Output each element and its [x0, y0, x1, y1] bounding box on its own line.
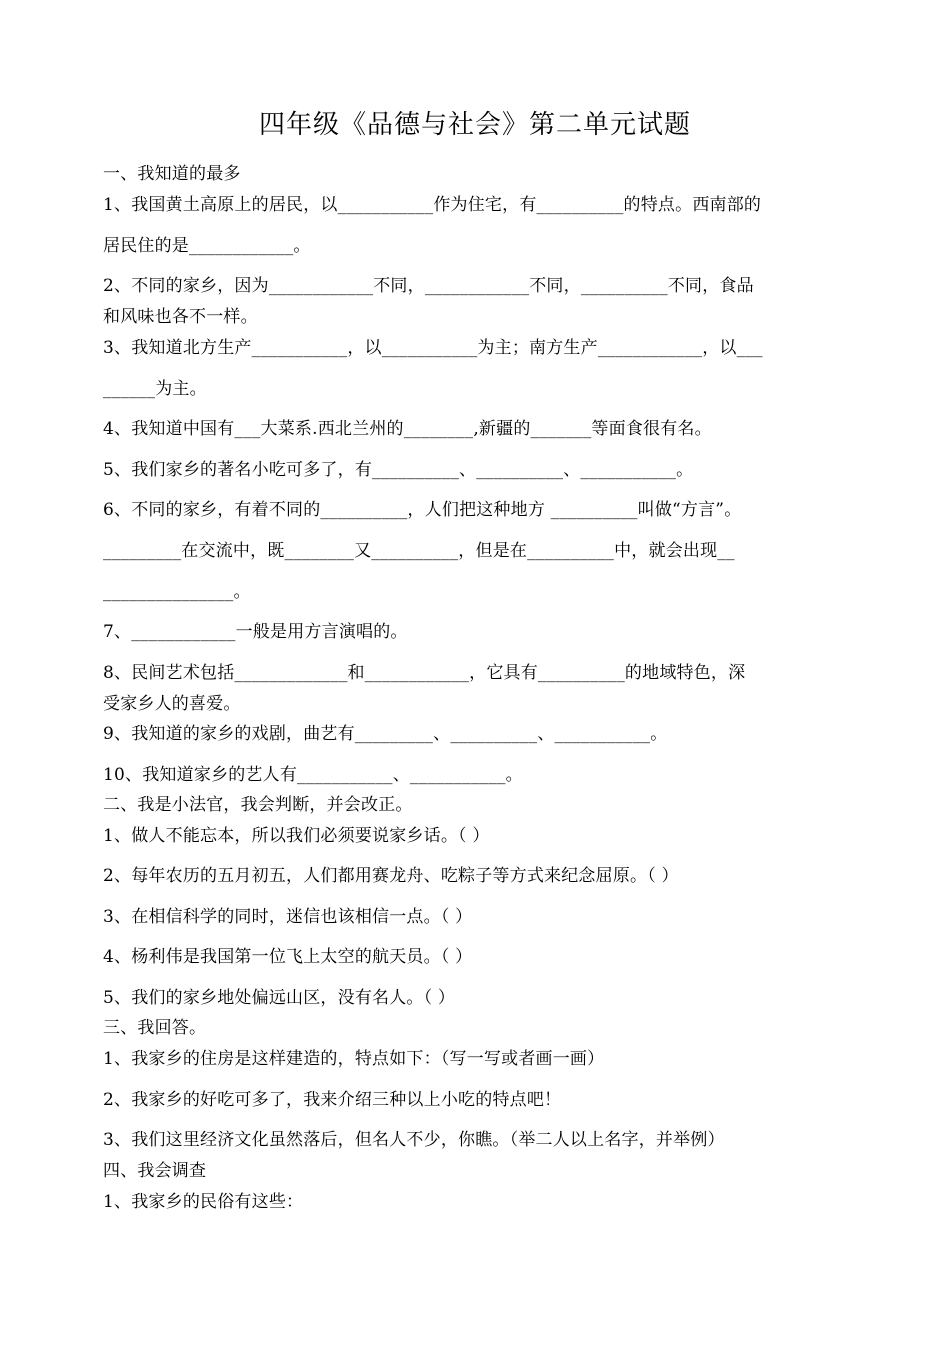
page-title: 四年级《品德与社会》第二单元试题 — [258, 110, 691, 140]
section-heading-2: 二、我是小法官，我会判断，并会改正。 — [103, 795, 413, 815]
question-line: 和风味也各不一样。 — [103, 307, 258, 327]
question-line: 受家乡人的喜爱。 — [103, 694, 241, 714]
section-heading-3: 三、我回答。 — [103, 1018, 207, 1038]
question-line: _______________。 — [103, 582, 251, 602]
question-line: 1、做人不能忘本，所以我们必须要说家乡话。（ ） — [103, 826, 490, 846]
question-line: 1、我家乡的民俗有这些： — [103, 1192, 304, 1212]
question-line: 2、不同的家乡，因为____________不同，____________不同，__________不同，食品 — [103, 276, 754, 296]
question-line: 6、不同的家乡，有着不同的__________，人们把这种地方 __________叫做“方言”。 — [103, 500, 742, 520]
question-line: 2、每年农历的五月初五，人们都用赛龙舟、吃粽子等方式来纪念屈原。（ ） — [103, 866, 679, 886]
question-line: 4、杨利伟是我国第一位飞上太空的航天员。（ ） — [103, 947, 473, 967]
question-line: 居民住的是____________。 — [103, 236, 311, 256]
question-line: 3、我知道北方生产___________，以___________为主；南方生产____________，以___ — [103, 338, 763, 358]
question-line: 3、我们这里经济文化虽然落后，但名人不少，你瞧。（举二人以上名字，并举例） — [103, 1130, 725, 1150]
section-heading-4: 四、我会调查 — [103, 1161, 207, 1181]
question-line: 1、我国黄土高原上的居民，以___________作为住宅，有__________的特点。西南部的 — [103, 195, 762, 215]
question-line: _________在交流中，既________又__________，但是在__________中，就会出现__ — [103, 541, 735, 561]
question-line: 9、我知道的家乡的戏剧，曲艺有_________、__________、___________。 — [103, 724, 668, 744]
question-line: 2、我家乡的好吃可多了，我来介绍三种以上小吃的特点吧！ — [103, 1090, 562, 1110]
question-line: 5、我们家乡的著名小吃可多了，有__________、__________、___________。 — [103, 460, 694, 480]
question-line: ______为主。 — [103, 379, 207, 399]
question-line: 7、____________一般是用方言演唱的。 — [103, 622, 408, 642]
question-line: 1、我家乡的住房是这样建造的，特点如下：（写一写或者画一画） — [103, 1049, 605, 1069]
section-heading-1: 一、我知道的最多 — [103, 164, 241, 184]
question-line: 5、我们的家乡地处偏远山区，没有名人。（ ） — [103, 988, 456, 1008]
question-line: 3、在相信科学的同时，迷信也该相信一点。（ ） — [103, 907, 473, 927]
question-line: 4、我知道中国有___大菜系.西北兰州的________,新疆的_______等面食很有名。 — [103, 419, 712, 439]
question-line: 10、我知道家乡的艺人有___________、___________。 — [103, 765, 523, 785]
question-line: 8、民间艺术包括_____________和____________，它具有__________的地域特色，深 — [103, 663, 746, 683]
